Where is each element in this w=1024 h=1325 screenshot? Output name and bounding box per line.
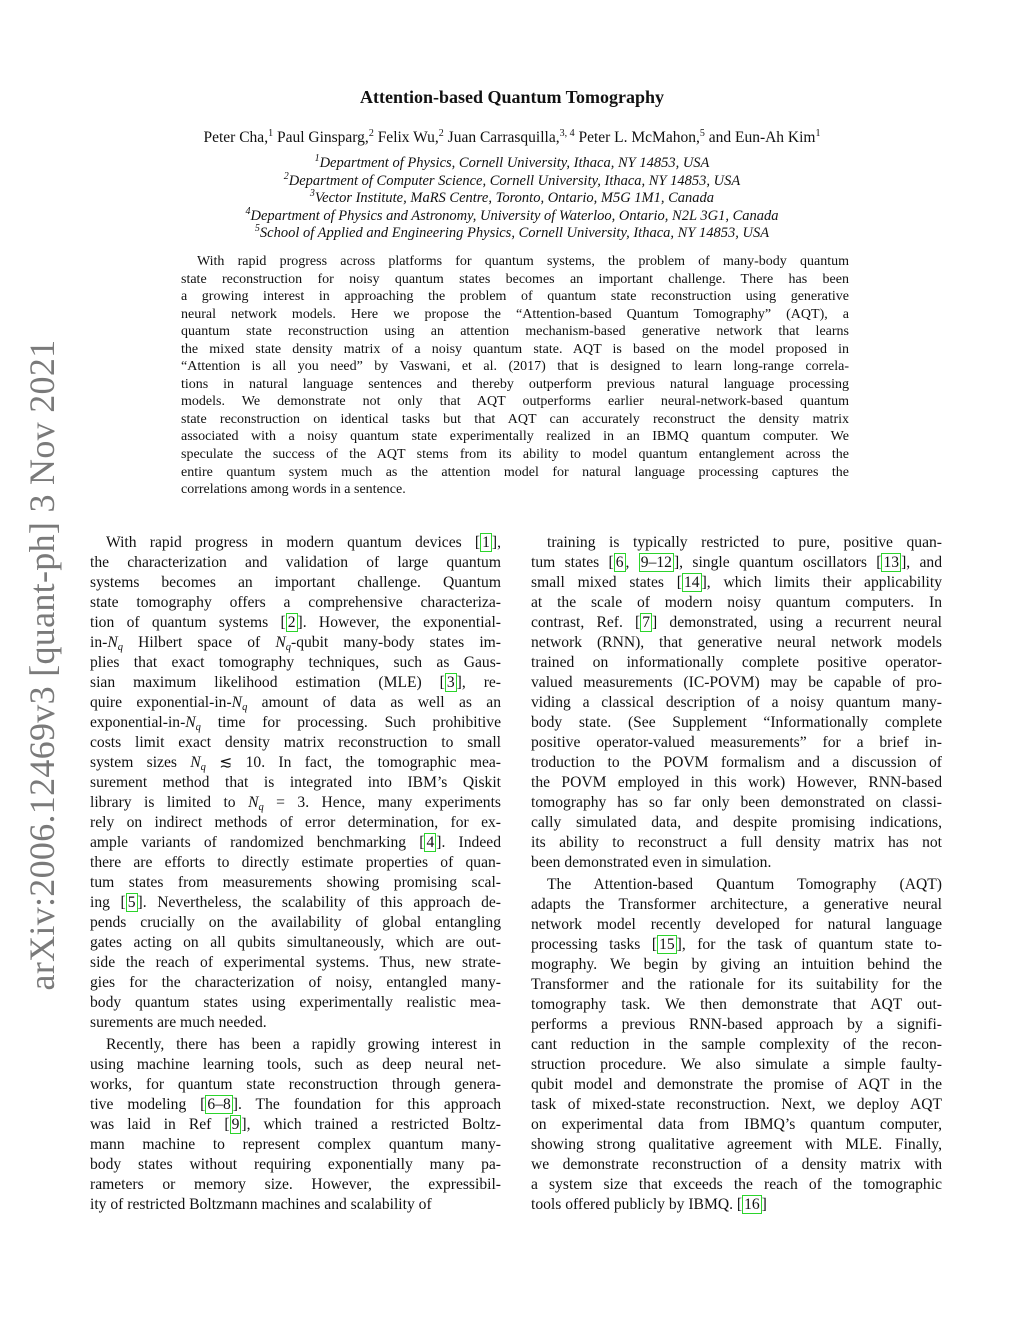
text-line: tomography has so far only been demonstrated on classi- bbox=[531, 794, 942, 811]
affiliation-text: Vector Institute, MaRS Centre, Toronto, Ontario, M5G 1M1, Canada bbox=[314, 190, 715, 207]
text-line: surement method that is integrated into IBM’s Qiskit bbox=[90, 774, 501, 791]
text-line: mann machine to represent complex quantum many- bbox=[90, 1136, 501, 1153]
affiliation-text: Department of Physics and Astronomy, University of Waterloo, Ontario, N2L 3G1, Canada bbox=[250, 207, 779, 224]
right-column bbox=[531, 533, 942, 1215]
text-line: With rapid progress in modern quantum devices [ 1 ], bbox=[106, 534, 501, 551]
citation-link[interactable]: 9 bbox=[231, 1116, 240, 1133]
affiliation-text: Department of Physics, Cornell University, Ithaca, NY 14853, USA bbox=[319, 155, 710, 171]
affiliation bbox=[0, 190, 1024, 208]
text-line: tum states from measurements showing promising scal- bbox=[90, 874, 501, 891]
text-line: been demonstrated even in simulation. bbox=[531, 854, 772, 871]
abstract-line: With rapid progress across platforms for quantum systems, the problem of many-body quantum bbox=[197, 254, 849, 269]
paper-title: Attention-based Quantum Tomography bbox=[359, 87, 665, 107]
text-line: processing tasks [ 15 ], for the task of quantum state to- bbox=[531, 936, 942, 953]
text-line: troduction to the POVM formalism and a discussion of bbox=[531, 754, 942, 771]
author-list bbox=[0, 128, 1024, 148]
affiliation bbox=[0, 155, 1024, 173]
affiliation-number: 3 bbox=[309, 188, 315, 200]
text-line: plies that exact tomography techniques, such as Gaus- bbox=[90, 654, 501, 671]
left-column bbox=[90, 533, 501, 1215]
citation-link[interactable]: 4 bbox=[426, 834, 435, 851]
text-line: ity of restricted Boltzmann machines and scalability of bbox=[90, 1196, 432, 1213]
affiliation-number: 1 bbox=[314, 153, 320, 165]
abstract-line: neural network models. Here we propose the “Attention-based Quantum Tomography” (AQT), a bbox=[181, 306, 849, 322]
text-line: works, for quantum state reconstruction through genera- bbox=[90, 1076, 501, 1093]
author-affiliation-mark: 3, 4 bbox=[559, 127, 575, 139]
text-line: adapts the Transformer architecture, a generative neural bbox=[531, 896, 942, 913]
text-line: tomography task. We then demonstrate that AQT out- bbox=[531, 996, 942, 1013]
affiliation-number: 4 bbox=[245, 205, 251, 217]
text-line: quire exponential-$in-N_q$ amount of data as well as an bbox=[90, 694, 501, 713]
abstract-line: a growing interest in approaching the problem of quantum state reconstruction using generative bbox=[181, 289, 849, 305]
text-line: costs limit exact density matrix reconstruction to small bbox=[90, 734, 501, 751]
citation-link[interactable]: 5 bbox=[127, 894, 136, 911]
text-line: on experimental data from IBMQ’s quantum computer, bbox=[531, 1116, 942, 1133]
text-line: struction procedure. We also simulate a simple faulty- bbox=[531, 1056, 942, 1073]
affiliation-text: Department of Computer Science, Cornell University, Ithaca, NY 14853, USA bbox=[288, 172, 741, 189]
abstract-line: entire quantum system much as the attention model for natural language processing captures the bbox=[181, 464, 849, 480]
text-line: a system size that exceeds the reach of the tomographic bbox=[531, 1176, 942, 1193]
text-line: its ability to reconstruct a full density matrix has not bbox=[531, 834, 942, 851]
author-affiliation-mark: 2 bbox=[438, 127, 444, 139]
text-line: ing [ 5 ]. Nevertheless, the scalability of this approach de- bbox=[90, 894, 501, 911]
text-line: cally simulated data, and despite promising indications, bbox=[531, 814, 942, 831]
author-name: Peter Cha, bbox=[203, 129, 269, 146]
text-line: rameters or memory size. However, the expressibil- bbox=[90, 1176, 501, 1193]
abstract-line: correlations among words in a sentence. bbox=[181, 482, 406, 498]
text-line: side the reach of experimental systems. Thus, new strate- bbox=[90, 954, 501, 971]
text-line: network model recently developed for natural language bbox=[531, 916, 942, 933]
text-line: was laid in Ref [ 9 ], which trained a restricted Boltz- bbox=[90, 1116, 501, 1133]
abstract-line: state reconstruction on identical tasks but that AQT can accurately reconstruct the density matrix bbox=[181, 411, 849, 427]
text-line: at the scale of modern noisy quantum computers. In bbox=[531, 594, 942, 611]
citation-link[interactable]: 9–12 bbox=[640, 554, 672, 571]
author-affiliation-mark: 2 bbox=[368, 127, 374, 139]
citation-link[interactable]: 15 bbox=[659, 936, 675, 953]
text-line: library is limited to $N_q = 3$. Hence, many experiments bbox=[90, 794, 502, 813]
text-line: surements are much needed. bbox=[90, 1014, 267, 1031]
author-name: and Eun-Ah Kim bbox=[708, 129, 816, 146]
citation-link[interactable]: 6 bbox=[615, 554, 624, 571]
text-line: we demonstrate reconstruction of a density matrix with bbox=[531, 1156, 942, 1173]
text-line: body quantum states using experimentally realistic mea- bbox=[90, 994, 501, 1011]
affiliation bbox=[0, 225, 1024, 243]
text-line: tum states [ 6 , 9–12 ], single quantum oscillators [ 13 ], and bbox=[531, 554, 942, 571]
text-line: there are efforts to directly estimate properties of quan- bbox=[90, 854, 501, 871]
text-line: training is typically restricted to pure, positive quan- bbox=[547, 534, 942, 551]
text-line: Transformer and the rationale for its suitability for the bbox=[531, 976, 942, 993]
text-line: valued measurements (IC-POVM) may be capable of pro- bbox=[531, 674, 942, 691]
text-line: using machine learning tools, such as deep neural net- bbox=[90, 1056, 501, 1073]
abstract-line: speculate the success of the AQT stems from its ability to model quantum entanglement across the bbox=[181, 447, 849, 463]
text-line: trained on informationally complete positive operator- bbox=[531, 654, 942, 671]
citation-link[interactable]: 2 bbox=[287, 614, 296, 631]
text-line: tools offered publicly by IBMQ. [ 16 ] bbox=[531, 1196, 767, 1213]
text-line: showing strong qualitative agreement with MLE. Finally, bbox=[531, 1136, 942, 1153]
affiliation-number: 2 bbox=[283, 170, 289, 182]
text-line: viding a classical description of a noisy quantum many- bbox=[531, 694, 942, 711]
text-line: the characterization and validation of large quantum bbox=[90, 554, 501, 571]
affiliation bbox=[0, 170, 1024, 191]
author-name: Felix Wu, bbox=[377, 129, 439, 146]
text-line: pends crucially on the availability of global entangling bbox=[90, 914, 501, 931]
text-line: ample variants of randomized benchmarking [ 4 ]. Indeed bbox=[90, 834, 501, 851]
abstract-line: quantum state reconstruction using an attention mechanism-based generative network that learns bbox=[181, 324, 849, 340]
text-line: positive operator-valued measurements” for a brief in- bbox=[531, 734, 942, 751]
affiliation-list bbox=[0, 155, 1024, 243]
text-line: gies for the characterization of noisy, entangled many- bbox=[90, 974, 501, 991]
text-line: $in-N_q$ Hilbert space of $N_q$-qubit many-body states im- bbox=[90, 634, 501, 653]
text-line: the POVM employed in this work) However, RNN-based bbox=[531, 774, 942, 791]
citation-link[interactable]: 1 bbox=[482, 534, 490, 551]
author-name: Peter L. McMahon, bbox=[578, 129, 700, 146]
arxiv-stamp: arXiv:2006.12469v3 [quant-ph] 3 Nov 2021 bbox=[22, 339, 62, 991]
author-affiliation-mark: 1 bbox=[815, 127, 821, 139]
citation-link[interactable]: 13 bbox=[883, 554, 900, 571]
abstract-line: tions in natural language sentences and thereby outperform previous natural language processing bbox=[181, 376, 849, 392]
citation-link[interactable]: 7 bbox=[642, 614, 651, 631]
citation-link[interactable]: 6–8 bbox=[207, 1096, 231, 1113]
affiliation-text: School of Applied and Engineering Physics, Cornell University, Ithaca, NY 14853, USA bbox=[259, 225, 770, 242]
text-line: rely on indirect methods of error determination, for ex- bbox=[90, 814, 501, 831]
text-line: contrast, Ref. [ 7 ] demonstrated, using a recurrent neural bbox=[531, 614, 942, 631]
abstract-line: associated with a noisy quantum state experimentally realized in an IBMQ quantum computer. We bbox=[181, 429, 849, 445]
text-line: small mixed states [ 14 ], which limits their applicability bbox=[531, 574, 943, 591]
text-line: Recently, there has been a rapidly growing interest in bbox=[106, 1036, 501, 1053]
text-line: systems becomes an important challenge. Quantum bbox=[90, 574, 501, 591]
text-line: gates acting on all qubits simultaneously, which are out- bbox=[90, 934, 501, 951]
text-line: exponential-$in-N_q$ time for processing. Such prohibitive bbox=[90, 714, 501, 733]
text-line: task of mixed-state reconstruction. Next, we deploy AQT bbox=[531, 1096, 942, 1113]
text-line: system sizes $N_q$ ≲ 10. In fact, the tomographic mea- bbox=[90, 754, 501, 773]
text-line: tion of quantum systems [ 2 ]. However, the exponential- bbox=[90, 614, 502, 631]
text-line: body states without requiring exponentially many pa- bbox=[90, 1156, 501, 1173]
text-line: The Attention-based Quantum Tomography (AQT) bbox=[547, 876, 942, 893]
text-line: performs a previous RNN-based approach by a signifi- bbox=[531, 1016, 942, 1033]
abstract-line: models. We demonstrate not only that AQT outperforms earlier neural-network-based quantum bbox=[181, 394, 849, 410]
author-affiliation-mark: 1 bbox=[268, 127, 274, 139]
affiliation-number: 5 bbox=[254, 223, 260, 235]
text-line: qubit model and demonstrate the promise of AQT in the bbox=[531, 1076, 942, 1093]
text-line: sian maximum likelihood estimation (MLE) [ 3 ], re- bbox=[90, 674, 501, 691]
text-line: body state. (See Supplement “Informationally complete bbox=[531, 714, 942, 731]
abstract-line: state reconstruction for noisy quantum states becomes an important challenge. There has been bbox=[181, 271, 849, 287]
citation-link[interactable]: 3 bbox=[446, 674, 455, 691]
affiliation bbox=[0, 205, 1024, 226]
text-line: cant reduction in the sample complexity of the recon- bbox=[531, 1036, 942, 1053]
abstract-line: the mixed state density matrix of a noisy quantum state. AQT is based on the model proposed in bbox=[181, 341, 849, 357]
abstract bbox=[181, 253, 849, 499]
citation-link[interactable]: 14 bbox=[683, 574, 700, 591]
author-name: Paul Ginsparg, bbox=[276, 129, 369, 146]
citation-link[interactable]: 16 bbox=[744, 1196, 760, 1213]
abstract-line: “Attention is all you need” by Vaswani, et al. (2017) that is designed to learn long-range correla- bbox=[181, 359, 849, 375]
text-line: mography. We begin by giving an intuition behind the bbox=[531, 956, 942, 973]
author-name: Juan Carrasquilla, bbox=[447, 129, 560, 146]
text-line: network (RNN), that generative neural network models bbox=[531, 634, 942, 651]
text-line: tive modeling [ 6–8 ]. The foundation for this approach bbox=[90, 1096, 502, 1113]
author-affiliation-mark: 5 bbox=[699, 127, 705, 139]
text-line: state tomography offers a comprehensive characteriza- bbox=[90, 594, 501, 611]
